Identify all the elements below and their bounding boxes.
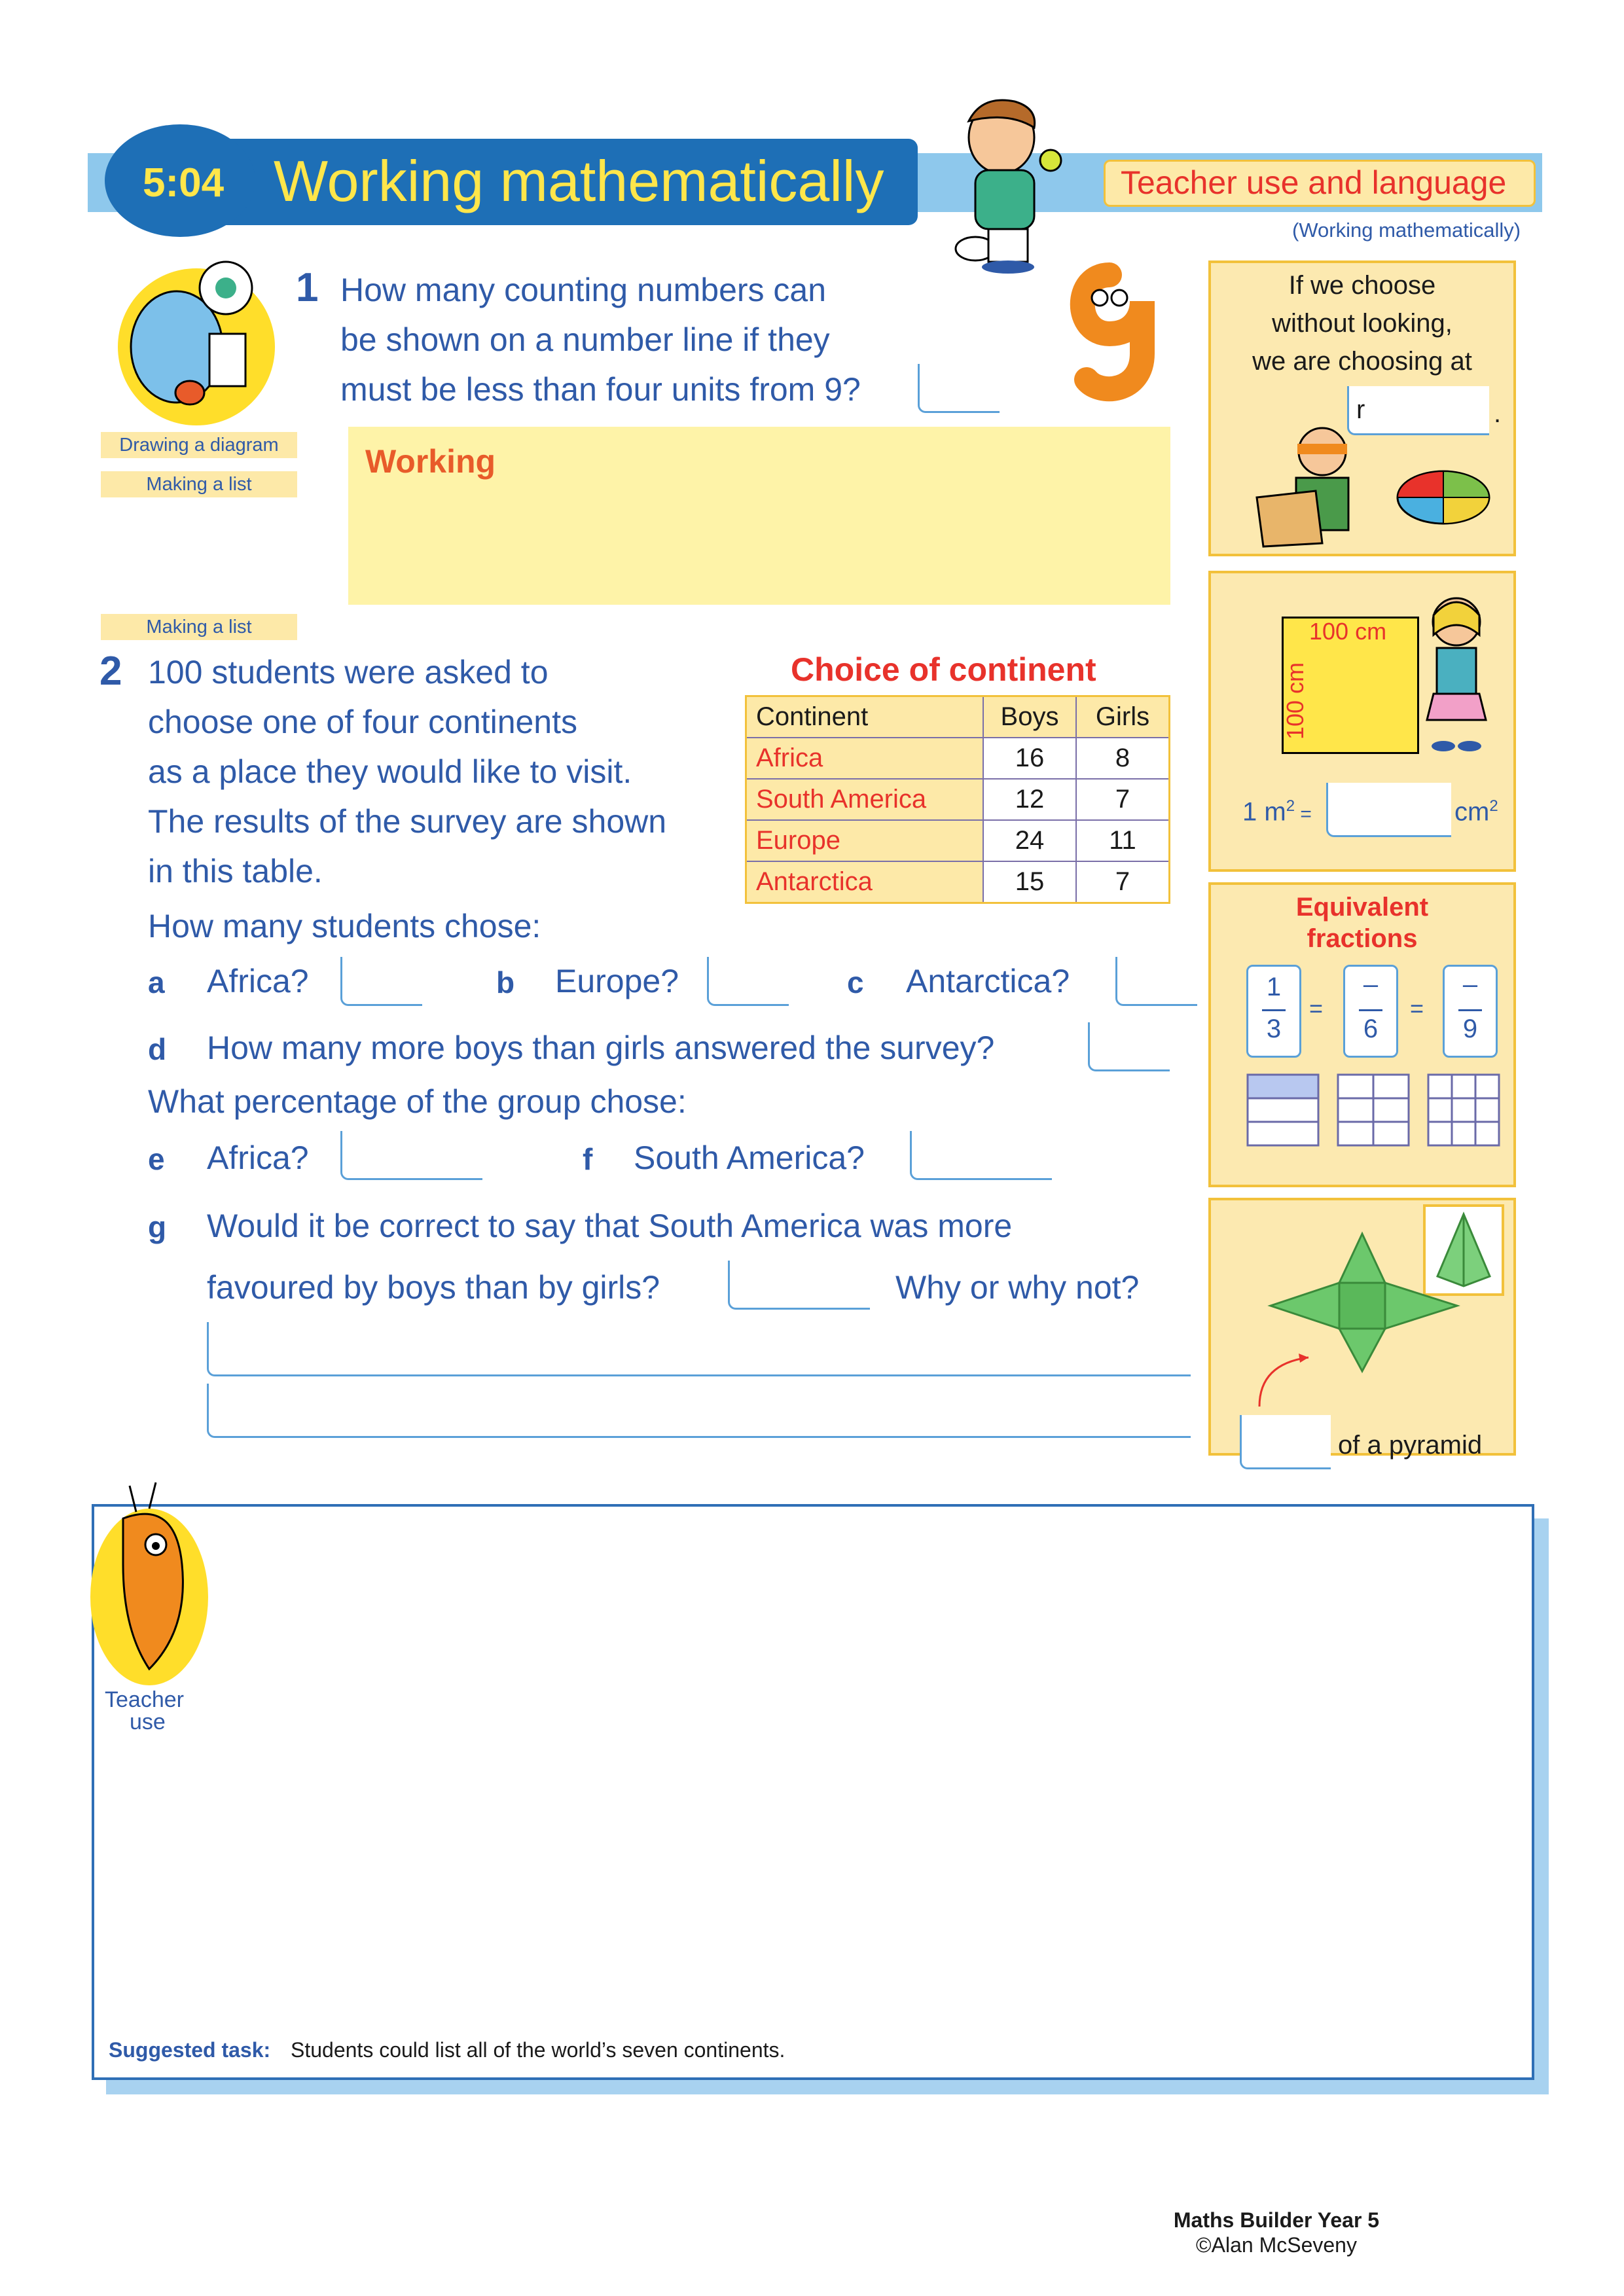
fraction-3-denominator: 9 (1462, 1014, 1478, 1043)
suggested-task-label: Suggested task: (109, 2038, 271, 2062)
table-cell-girls: 8 (1076, 738, 1170, 779)
teacher-use-label-2: use (130, 1710, 166, 1734)
table-header-row (746, 696, 1170, 738)
fractions-title-2: fractions (1307, 924, 1418, 953)
question-2-intro-1: 100 students were asked to (148, 654, 549, 691)
area-equals: = (1295, 803, 1312, 825)
area-unit-m-power: 2 (1286, 797, 1295, 815)
table-cell-girls: 7 (1076, 779, 1170, 820)
girl-illustration (1414, 589, 1499, 753)
table-cell-continent: Europe (746, 820, 984, 861)
spinner-icon (1394, 465, 1492, 530)
teacher-use-box[interactable] (92, 1504, 1534, 2080)
area-answer-box[interactable] (1326, 783, 1451, 837)
part-g-line-1: Would it be correct to say that South America was more (207, 1208, 1013, 1244)
red-curved-arrow-icon (1253, 1351, 1318, 1410)
fraction-2-bar (1359, 1009, 1382, 1011)
working-label: Working (365, 443, 496, 480)
part-c-text: Antarctica? (906, 963, 1070, 999)
part-a-letter: a (148, 965, 165, 999)
part-f-text: South America? (634, 1139, 865, 1176)
question-2-intro-5: in this table. (148, 853, 323, 889)
pyramid-answer-box[interactable] (1240, 1415, 1331, 1469)
square-top-dimension: 100 cm (1309, 618, 1387, 645)
table-row (746, 738, 1170, 779)
square-left-dimension: 100 cm (1282, 662, 1309, 740)
table-cell-boys: 12 (983, 779, 1076, 820)
question-1-line-1: How many counting numbers can (340, 272, 827, 308)
question-1-line-2: be shown on a number line if they (340, 321, 830, 358)
question-1-number: 1 (296, 265, 319, 310)
random-prefix: r (1356, 395, 1365, 424)
tag-making-list: Making a list (101, 471, 297, 497)
fraction-2-denominator: 6 (1363, 1014, 1379, 1043)
table-header-cell: Boys (983, 696, 1076, 738)
teacher-language-text: Teacher use and language (1121, 164, 1507, 201)
part-d-answer-box[interactable] (1088, 1022, 1170, 1071)
part-g-yes-no-box[interactable] (728, 1261, 870, 1310)
part-g-line-2: favoured by boys than by girls? (207, 1269, 660, 1306)
part-b-text: Europe? (555, 963, 679, 999)
area-equation-left (1242, 797, 1312, 827)
how-many-prompt: How many students chose: (148, 908, 541, 944)
part-e-letter: e (148, 1142, 165, 1176)
part-c-letter: c (847, 965, 864, 999)
side-panel-chance-line-3: we are choosing at (1252, 347, 1472, 376)
thinker-mascot-illustration (98, 249, 275, 432)
fraction-2-numerator: – (1363, 970, 1379, 999)
table-cell-boys: 16 (983, 738, 1076, 779)
random-dot: . (1494, 399, 1502, 428)
table-cell-continent: Antarctica (746, 861, 984, 903)
nine-character-illustration (1060, 262, 1159, 406)
question-1-answer-box[interactable] (918, 364, 1000, 413)
question-2-intro-2: choose one of four continents (148, 704, 578, 740)
teacher-use-label-1: Teacher (105, 1687, 184, 1712)
tennis-boy-illustration (929, 92, 1080, 275)
table-row (746, 820, 1170, 861)
part-f-answer-box[interactable] (910, 1131, 1052, 1180)
suggested-task-text: Students could list all of the world’s seven continents. (291, 2038, 785, 2062)
tag-drawing-diagram: Drawing a diagram (101, 432, 297, 458)
fraction-bar-models (1246, 1073, 1502, 1148)
fraction-1-bar (1262, 1009, 1286, 1011)
table-cell-boys: 15 (983, 861, 1076, 903)
table-cell-girls: 7 (1076, 861, 1170, 903)
question-1-line-3: must be less than four units from 9? (340, 371, 861, 408)
fraction-equals-1: = (1309, 995, 1324, 1022)
area-unit-cm: cm (1454, 797, 1490, 827)
part-g-reason-line-1[interactable] (207, 1322, 1191, 1376)
part-g-why-prompt: Why or why not? (895, 1269, 1140, 1306)
side-panel-chance-line-1: If we choose (1288, 271, 1436, 300)
area-equation-right (1454, 797, 1498, 827)
table-cell-continent: Africa (746, 738, 984, 779)
footer-copyright: ©Alan McSeveny (1196, 2233, 1357, 2257)
lesson-code: 5:04 (143, 160, 225, 206)
fraction-3-numerator: – (1462, 970, 1478, 999)
fraction-1-numerator: 1 (1266, 973, 1282, 1001)
fraction-equals-2: = (1410, 995, 1424, 1022)
part-b-answer-box[interactable] (707, 957, 789, 1006)
footer-book-title: Maths Builder Year 5 (1173, 2208, 1380, 2232)
part-g-letter: g (148, 1210, 167, 1244)
part-a-answer-box[interactable] (340, 957, 422, 1006)
part-c-answer-box[interactable] (1115, 957, 1197, 1006)
part-d-letter: d (148, 1032, 167, 1066)
part-e-text: Africa? (207, 1139, 309, 1176)
table-cell-continent: South America (746, 779, 984, 820)
question-2-number: 2 (99, 649, 122, 694)
table-row (746, 779, 1170, 820)
table-cell-boys: 24 (983, 820, 1076, 861)
fish-mascot-illustration (84, 1473, 215, 1689)
part-d-text: How many more boys than girls answered the survey? (207, 1030, 995, 1066)
table-cell-girls: 11 (1076, 820, 1170, 861)
continent-table (745, 695, 1170, 904)
part-g-reason-line-2[interactable] (207, 1384, 1191, 1438)
side-panel-chance-line-2: without looking, (1272, 309, 1453, 338)
part-a-text: Africa? (207, 963, 309, 999)
table-header-cell: Girls (1076, 696, 1170, 738)
table-header-cell: Continent (746, 696, 984, 738)
area-unit-m: 1 m (1242, 797, 1286, 827)
part-f-letter: f (583, 1142, 593, 1176)
area-unit-cm-power: 2 (1489, 797, 1498, 815)
percentage-prompt: What percentage of the group chose: (148, 1083, 687, 1120)
fraction-1-denominator: 3 (1266, 1014, 1282, 1043)
tag-making-list-2: Making a list (101, 614, 297, 640)
part-e-answer-box[interactable] (340, 1131, 482, 1180)
table-title: Choice of continent (791, 651, 1096, 688)
page-title: Working mathematically (274, 149, 884, 213)
part-b-letter: b (496, 965, 515, 999)
question-2-intro-3: as a place they would like to visit. (148, 753, 632, 790)
fraction-3-bar (1458, 1009, 1482, 1011)
table-row (746, 861, 1170, 903)
blindfolded-person-illustration (1244, 419, 1394, 550)
question-2-intro-4: The results of the survey are shown (148, 803, 667, 840)
fractions-title-1: Equivalent (1295, 893, 1429, 922)
header-subtitle: (Working mathematically) (1292, 219, 1521, 242)
pyramid-label: of a pyramid (1338, 1431, 1483, 1460)
